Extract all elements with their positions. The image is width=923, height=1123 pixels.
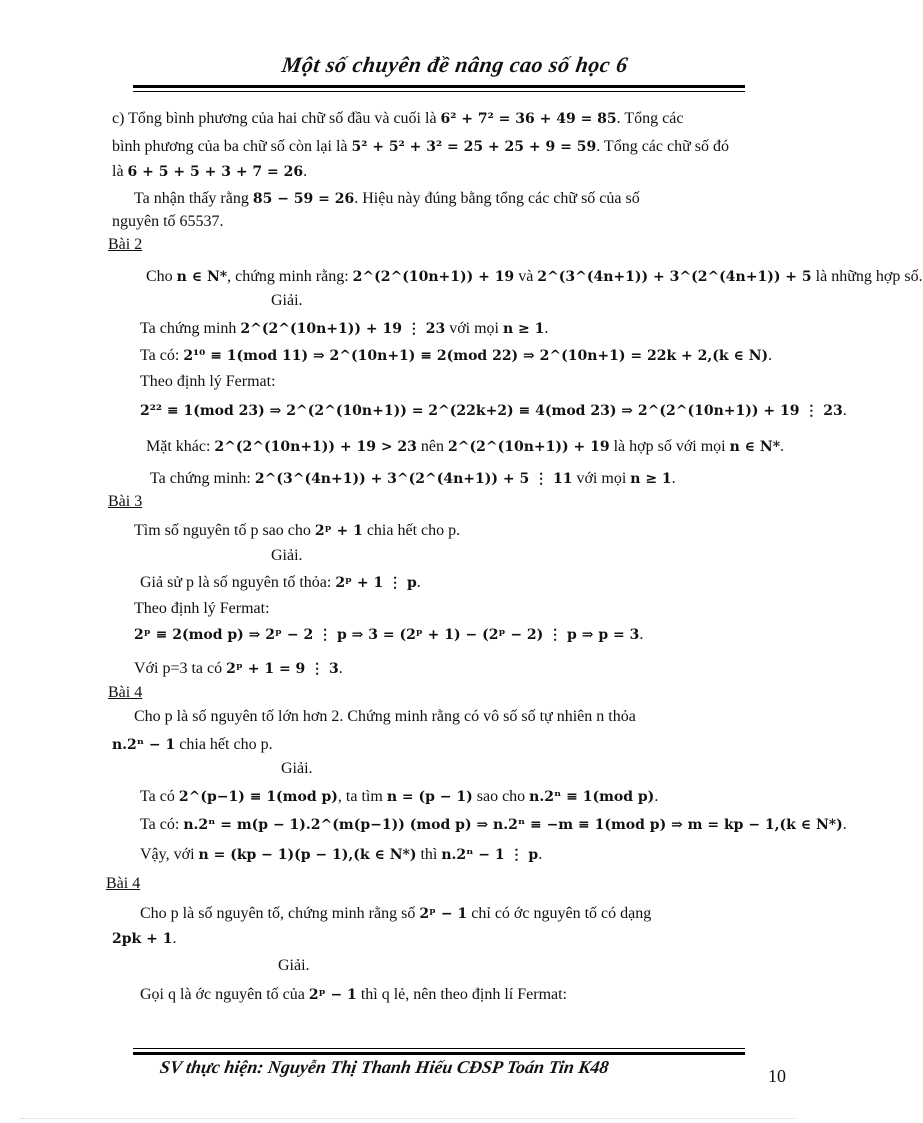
text: , ta tìm xyxy=(337,788,387,805)
math-expr: n ∈ N* xyxy=(729,439,781,455)
bai2-line5 xyxy=(146,438,784,456)
bai4a-line1 xyxy=(140,788,658,806)
bai2-line3: Theo định lý Fermat: xyxy=(140,373,276,390)
math-expr: 5² + 5² + 3² = 25 + 25 + 9 = 59 xyxy=(351,139,597,155)
text: bình phương của ba chữ số còn lại là xyxy=(112,138,352,155)
math-expr: 2^(3^(4n+1)) + 3^(2^(4n+1)) + 5 xyxy=(537,269,812,285)
text: Cho xyxy=(146,268,177,285)
text: . Tổng các chữ số đó xyxy=(596,138,730,155)
math-expr: 2ᵖ + 1 xyxy=(314,523,363,539)
text: Ta chứng minh xyxy=(140,320,241,337)
bai3-line1 xyxy=(140,574,421,592)
text: với mọi xyxy=(445,320,503,337)
footer-rule-thin xyxy=(133,1048,745,1049)
math-expr: 2¹⁰ ≡ 1(mod 11) ⇒ 2^(10n+1) ≡ 2(mod 22) ⇒ 2^(10n+1) = 22k + 2,(k ∈ N) xyxy=(183,348,769,364)
text: . xyxy=(654,788,659,805)
math-expr: 2ᵖ + 1 ⋮ p xyxy=(335,575,417,591)
bai4a-heading: Bài 4 xyxy=(108,684,143,701)
bai4a-problem-line1: Cho p là số nguyên tố lớn hơn 2. Chứng minh rằng có vô số số tự nhiên n thỏa xyxy=(134,708,636,725)
bai4b-giai: Giải. xyxy=(278,957,310,974)
math-expr: 2²² ≡ 1(mod 23) ⇒ 2^(2^(10n+1)) = 2^(22k+2) ≡ 4(mod 23) ⇒ 2^(2^(10n+1)) + 19 ⋮ 23 xyxy=(140,403,843,419)
text: . xyxy=(544,320,549,337)
math-expr: n ∈ N* xyxy=(176,269,228,285)
bai3-giai: Giải. xyxy=(271,547,303,564)
footer-author: SV thực hiện: Nguyễn Thị Thanh Hiếu CĐSP Toán Tin K48 xyxy=(158,1057,611,1077)
bai2-giai: Giải. xyxy=(271,292,303,309)
bai2-line2 xyxy=(140,347,772,365)
bai3-line3 xyxy=(134,626,643,644)
header-rule xyxy=(133,85,745,88)
part-c-line3 xyxy=(112,163,307,181)
bai2-problem xyxy=(146,268,923,286)
math-expr: 2pk + 1 xyxy=(112,931,173,947)
text: thì q lẻ, nên theo định lí Fermat: xyxy=(356,986,567,1003)
text: . xyxy=(768,347,773,364)
math-expr: n.2ⁿ = m(p − 1).2^(m(p−1)) (mod p) ⇒ n.2ⁿ ≡ −m ≡ 1(mod p) ⇒ m = kp − 1,(k ∈ N*) xyxy=(183,817,843,833)
bai4b-line1 xyxy=(140,986,567,1004)
math-expr: 6 + 5 + 5 + 3 + 7 = 26 xyxy=(127,164,304,180)
text: và xyxy=(514,268,538,285)
bai4a-line2 xyxy=(140,816,847,834)
math-expr: 2^(2^(10n+1)) + 19 xyxy=(352,269,515,285)
bai4a-giai: Giải. xyxy=(281,760,313,777)
math-expr: 2^(2^(10n+1)) + 19 xyxy=(448,439,610,455)
text: Ta có: xyxy=(140,347,184,364)
part-c-line2 xyxy=(112,138,729,156)
math-expr: n ≥ 1 xyxy=(630,471,672,487)
text: nên xyxy=(416,438,449,455)
text: . xyxy=(780,438,785,455)
text: Ta có: xyxy=(140,816,184,833)
bai3-heading: Bài 3 xyxy=(108,493,143,510)
math-expr: 2ᵖ + 1 = 9 ⋮ 3 xyxy=(226,661,339,677)
math-expr: 2ᵖ − 1 xyxy=(419,906,468,922)
text: chia hết cho p. xyxy=(362,522,461,539)
text: . xyxy=(303,163,308,180)
bai2-line6 xyxy=(150,470,676,488)
footer-rule xyxy=(133,1052,745,1055)
part-c-line4 xyxy=(134,190,640,208)
text: . xyxy=(671,470,676,487)
text: chỉ có ớc nguyên tố có dạng xyxy=(467,905,652,922)
text: . xyxy=(172,930,177,947)
bai3-line4 xyxy=(134,660,343,678)
text: . xyxy=(639,626,644,643)
text: , chứng minh rằng: xyxy=(227,268,353,285)
header-title: Một số chuyên đề nâng cao số học 6 xyxy=(280,52,630,77)
page-number: 10 xyxy=(768,1066,786,1086)
text: Mặt khác: xyxy=(146,438,215,455)
text: thì xyxy=(416,846,442,863)
header-rule-thin xyxy=(133,91,745,92)
math-expr: 2^(3^(4n+1)) + 3^(2^(4n+1)) + 5 ⋮ 11 xyxy=(254,471,573,487)
bai4a-line3 xyxy=(140,846,542,864)
math-expr: n.2ⁿ − 1 ⋮ p xyxy=(441,847,539,863)
math-expr: n.2ⁿ ≡ 1(mod p) xyxy=(529,789,655,805)
math-expr: 2ᵖ ≡ 2(mod p) ⇒ 2ᵖ − 2 ⋮ p ⇒ 3 = (2ᵖ + 1) − (2ᵖ − 2) ⋮ p ⇒ p = 3 xyxy=(134,627,640,643)
text: Với p=3 ta có xyxy=(134,660,227,677)
text: là hợp số với mọi xyxy=(609,438,730,455)
bai3-problem xyxy=(134,522,460,540)
text: Giả sử p là số nguyên tố thỏa: xyxy=(140,574,336,591)
text: sao cho xyxy=(472,788,530,805)
part-c-line1 xyxy=(112,110,683,128)
text: Gọi q là ớc nguyên tố của xyxy=(140,986,309,1003)
text: chia hết cho p. xyxy=(175,736,273,753)
bai2-line1 xyxy=(140,320,548,338)
text: . xyxy=(842,402,847,419)
part-c-line5: nguyên tố 65537. xyxy=(112,213,224,230)
text: là xyxy=(112,163,128,180)
math-expr: 2^(2^(10n+1)) + 19 ⋮ 23 xyxy=(240,321,446,337)
text: Ta nhận thấy rằng xyxy=(134,190,253,207)
text: Tìm số nguyên tố p sao cho xyxy=(134,522,315,539)
text: . xyxy=(842,816,847,833)
text: . Hiệu này đúng bằng tổng các chữ số của số xyxy=(354,190,640,207)
text: Ta có xyxy=(140,788,179,805)
text: . Tổng các xyxy=(616,110,684,127)
bai4a-problem-line2 xyxy=(112,736,273,754)
math-expr: 2^(2^(10n+1)) + 19 > 23 xyxy=(214,439,417,455)
text: với mọi xyxy=(572,470,631,487)
text: c) Tổng bình phương của hai chữ số đầu và cuối là xyxy=(112,110,441,127)
text: . xyxy=(538,846,543,863)
text: Vậy, với xyxy=(140,846,199,863)
math-expr: n ≥ 1 xyxy=(502,321,545,337)
math-expr: n = (kp − 1)(p − 1),(k ∈ N*) xyxy=(198,847,417,863)
bai4b-problem-line1 xyxy=(140,905,651,923)
math-expr: n.2ⁿ − 1 xyxy=(112,737,176,753)
math-expr: n = (p − 1) xyxy=(386,789,473,805)
math-expr: 6² + 7² = 36 + 49 = 85 xyxy=(440,111,617,127)
bai3-line2: Theo định lý Fermat: xyxy=(134,600,270,617)
math-expr: 2^(p−1) ≡ 1(mod p) xyxy=(178,789,338,805)
bai4b-problem-line2 xyxy=(112,930,176,948)
page-edge-dots xyxy=(20,1118,796,1119)
bai2-line4 xyxy=(140,402,847,420)
math-expr: 2ᵖ − 1 xyxy=(308,987,357,1003)
text: Cho p là số nguyên tố, chứng minh rằng số xyxy=(140,905,420,922)
bai4b-heading: Bài 4 xyxy=(106,875,141,892)
text: . xyxy=(416,574,421,591)
text: . xyxy=(338,660,343,677)
bai2-heading: Bài 2 xyxy=(108,236,143,253)
math-expr: 85 − 59 = 26 xyxy=(252,191,355,207)
text: là những hợp số. xyxy=(811,268,923,285)
text: Ta chứng minh: xyxy=(150,470,255,487)
